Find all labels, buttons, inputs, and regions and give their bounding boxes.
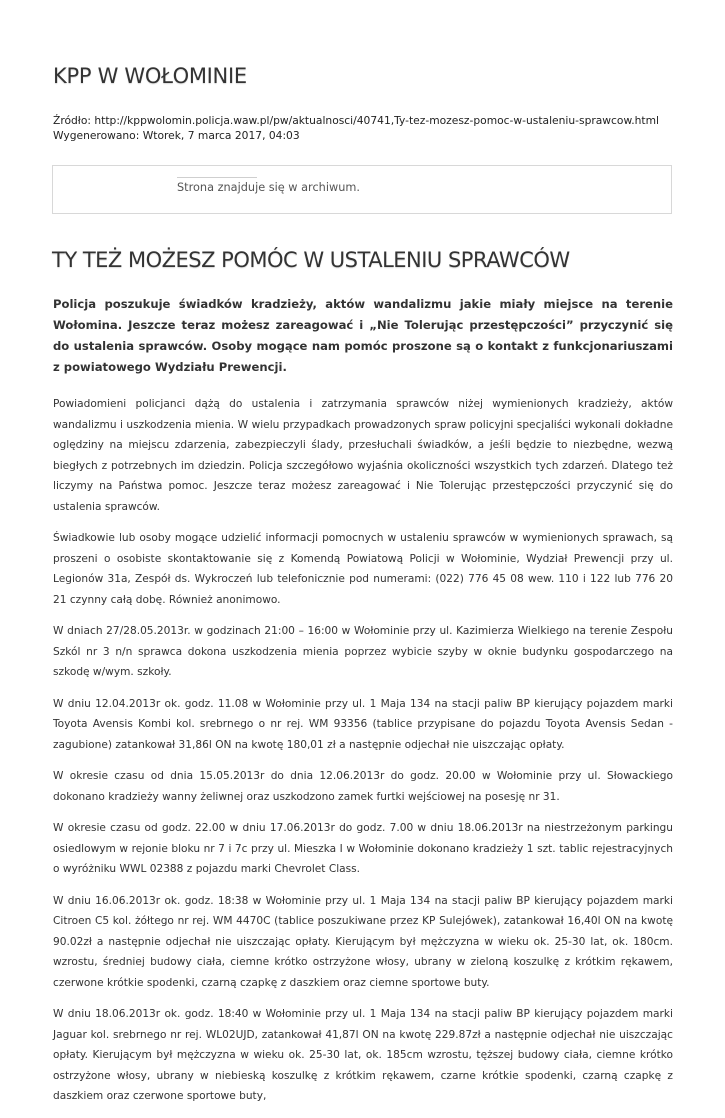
article-paragraph: W dniu 12.04.2013r ok. godz. 11.08 w Wołominie przy ul. 1 Maja 134 na stacji paliw BP kierujący pojazdem marki Toyota Avensis Kombi kol. srebrnego o nr rej. WM 93356 (tablice przypisane do pojazdu Toyota Avensis Sedan -zagubione) zatankował 31,86l ON na kwotę 180,01 zł a następnie odjechał nie uiszczając opłaty. [53,697,673,751]
article-lead: Policja poszukuje świadków kradzieży, aktów wandalizmu jakie miały miejsce na terenie Wołomina. Jeszcze teraz możesz zareagować i „Nie Tolerując przestępczości” przyczynić się do ustalenia sprawców. Osoby mogące nam pomóc proszone są o kontakt z funkcjonariuszami z powiatowego Wydziału Prewencji. [53,297,673,374]
archive-notice: Strona znajduje się w archiwum. [177,181,360,194]
source-line: Źródło: http://kppwolomin.policja.waw.pl/pw/aktualnosci/40741,Ty-tez-mozesz-pomoc-w-ustaleniu-sprawcow.html [53,114,659,127]
article-paragraph: W dniach 27/28.05.2013r. w godzinach 21:00 – 16:00 w Wołominie przy ul. Kazimierza Wielkiego na terenie Zespołu Szkól nr 3 n/n sprawca dokona uszkodzenia mienia poprzez wybicie szyby w oknie budynku gospodarczego na szkodę w/wym. szkoły. [53,625,673,678]
article-paragraph: W okresie czasu od godz. 22.00 w dniu 17.06.2013r do godz. 7.00 w dniu 18.06.2013r na niestrzeżonym parkingu osiedlowym w rejonie bloku nr 7 i 7c przy ul. Mieszka I w Wołominie dokonano kradzieży 1 szt. tablic rejestracyjnych o wyróżniku WWL 02388 z pojazdu marki Chevrolet Class. [53,822,673,875]
article-paragraph: Powiadomieni policjanci dążą do ustalenia i zatrzymania sprawców niżej wymienionych kradzieży, aktów wandalizmu i uszkodzenia mienia. W wielu przypadkach prowadzonych spraw policyjni specjaliści wykonali dokładne oględziny na miejscu zdarzenia, zabezpieczyli ślady, przesłuchali świadków, a jeśli będzie to niezbędne, wezwą biegłych z potrzebnych im dziedzin. Policja szczegółowo wyjaśnia okoliczności wszystkich tych zdarzeń. Dlatego też liczymy na Państwa pomoc. Jeszcze teraz możesz zareagować i Nie Tolerując przestępczości przyczynić się do ustalenia sprawców. [53,398,673,513]
archive-divider [177,177,257,178]
archive-notice-box [52,165,672,214]
article-body [53,294,673,1118]
article-paragraph: W dniu 16.06.2013r ok. godz. 18:38 w Wołominie przy ul. 1 Maja 134 na stacji paliw BP kierujący pojazdem marki Citroen C5 kol. żółtego nr rej. WM 4470C (tablice poszukiwane przez KP Sulejówek), zatankował 16,40l ON na kwotę 90.02zł a następnie odjechał nie uiszczając opłaty. Kierującym był mężczyzna w wieku ok. 25-30 lat, ok. 180cm. wzrostu, średniej budowy ciała, ciemne krótko ostrzyżone włosy, ubrany w zieloną koszulkę z krótkim rękawem, czerwone krótkie spodenki, czarną czapkę z daszkiem oraz ciemne sportowe buty. [53,894,673,989]
article-title: TY TEŻ MOŻESZ POMÓC W USTALENIU SPRAWCÓW [52,248,570,272]
site-title: KPP W WOŁOMINIE [53,64,247,88]
document-meta [53,113,693,143]
generated-line: Wygenerowano: Wtorek, 7 marca 2017, 04:03 [53,129,300,142]
article-paragraph: W dniu 18.06.2013r ok. godz. 18:40 w Wołominie przy ul. 1 Maja 134 na stacji paliw BP kierujący pojazdem marki Jaguar kol. srebrnego nr rej. WL02UJD, zatankował 41,87l ON na kwotę 229.87zł a następnie odjechał nie uiszczając opłaty. Kierującym był mężczyzna w wieku ok. 25-30 lat, ok. 185cm wzrostu, tęższej budowy ciała, ciemne krótko ostrzyżone włosy, ubrany w niebieską koszulkę z krótkim rękawem, czarne krótkie spodenki, czarną czapkę z daszkiem oraz czerwone sportowe buty, [53,1008,673,1102]
article-paragraph: Świadkowie lub osoby mogące udzielić informacji pomocnych w ustaleniu sprawców w wymienionych sprawach, są proszeni o osobiste skontaktowanie się z Komendą Powiatową Policji w Wołominie, Wydział Prewencji przy ul. Legionów 31a, Zespół ds. Wykroczeń lub telefonicznie pod numerami: (022) 776 45 08 wew. 110 i 122 lub 776 20 21 czynny całą dobę. Również anonimowo. [53,532,673,606]
article-paragraph: W okresie czasu od dnia 15.05.2013r do dnia 12.06.2013r do godz. 20.00 w Wołominie przy ul. Słowackiego dokonano kradzieży wanny żeliwnej oraz uszkodzono zamek furtki wejściowej na posesję nr 31. [53,770,673,803]
